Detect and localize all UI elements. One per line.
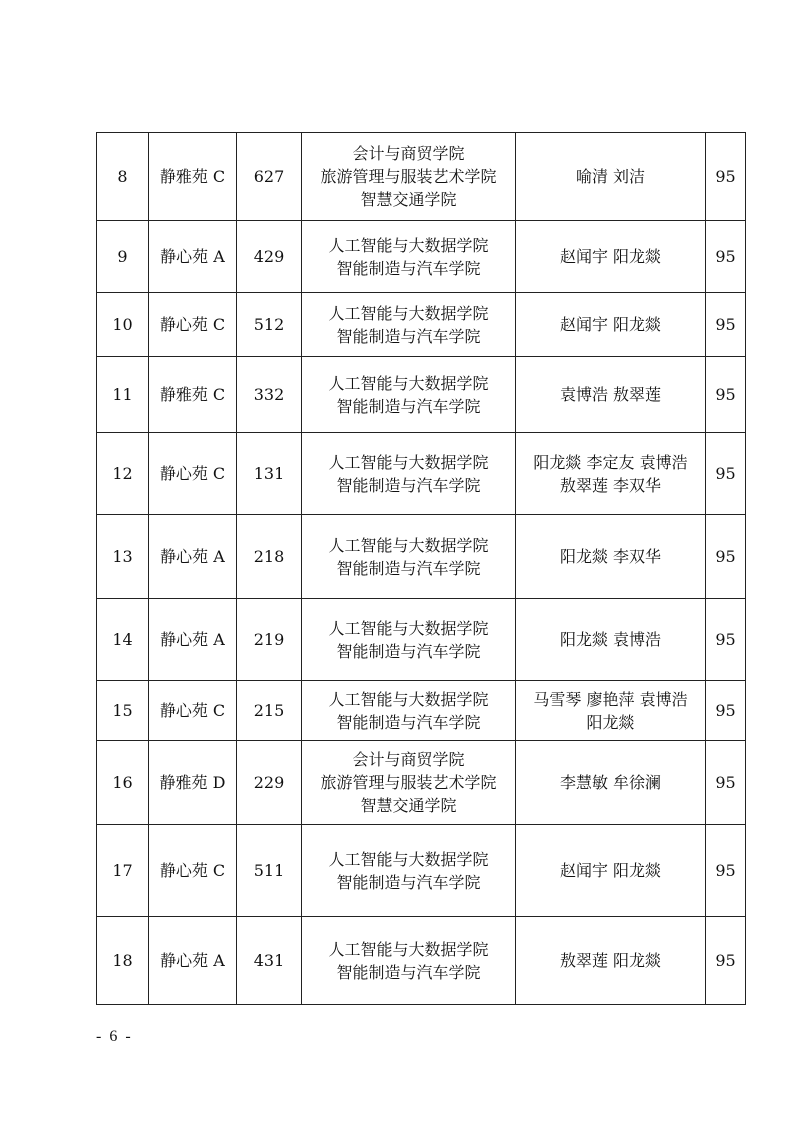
building-cell: 静心苑 A (149, 221, 237, 293)
room-number-cell: 131 (237, 433, 302, 515)
page-number: - 6 - (96, 1028, 133, 1045)
row-number-cell: 15 (97, 681, 149, 741)
staff-line: 敖翠莲 李双华 (559, 475, 662, 495)
college-line: 旅游管理与服装艺术学院 (320, 167, 497, 186)
college-line: 智能制造与汽车学院 (336, 872, 481, 892)
building-cell: 静雅苑 C (149, 357, 237, 433)
staff-line: 赵闻宇 阳龙燚 (559, 861, 662, 880)
score-cell: 95 (706, 599, 746, 681)
college-cell (302, 357, 516, 433)
table-row (97, 293, 746, 357)
staff-line: 阳龙燚 李双华 (559, 547, 662, 566)
table-row (97, 357, 746, 433)
row-number-cell: 9 (97, 221, 149, 293)
college-cell (302, 825, 516, 917)
college-line: 会计与商贸学院 (352, 144, 465, 163)
row-number-cell: 17 (97, 825, 149, 917)
room-number-cell: 219 (237, 599, 302, 681)
college-line: 旅游管理与服装艺术学院 (320, 773, 497, 792)
college-line: 人工智能与大数据学院 (328, 303, 489, 323)
staff-cell (516, 357, 706, 433)
row-number-cell: 18 (97, 917, 149, 1005)
staff-line: 李慧敏 牟徐澜 (559, 773, 662, 792)
staff-cell (516, 133, 706, 221)
score-cell: 95 (706, 221, 746, 293)
staff-line: 赵闻宇 阳龙燚 (559, 315, 662, 334)
table-row (97, 599, 746, 681)
table-row (97, 221, 746, 293)
room-number-cell: 512 (237, 293, 302, 357)
college-line: 人工智能与大数据学院 (328, 849, 489, 869)
college-cell (302, 917, 516, 1005)
staff-line: 袁博浩 敖翠莲 (559, 385, 662, 404)
building-cell: 静心苑 A (149, 515, 237, 599)
table-row (97, 515, 746, 599)
college-line: 人工智能与大数据学院 (328, 452, 489, 472)
college-line: 智能制造与汽车学院 (336, 962, 481, 982)
staff-line: 马雪琴 廖艳萍 袁博浩 (533, 689, 688, 709)
table-row (97, 681, 746, 741)
room-number-cell: 511 (237, 825, 302, 917)
staff-line: 阳龙燚 袁博浩 (559, 630, 662, 649)
score-cell: 95 (706, 293, 746, 357)
building-cell: 静心苑 C (149, 825, 237, 917)
score-cell: 95 (706, 825, 746, 917)
college-line: 会计与商贸学院 (352, 750, 465, 769)
building-cell: 静心苑 C (149, 681, 237, 741)
row-number-cell: 11 (97, 357, 149, 433)
staff-line: 敖翠莲 阳龙燚 (559, 951, 662, 970)
staff-cell (516, 917, 706, 1005)
staff-cell (516, 515, 706, 599)
table-row (97, 917, 746, 1005)
staff-cell (516, 825, 706, 917)
college-cell (302, 133, 516, 221)
college-cell (302, 599, 516, 681)
college-line: 人工智能与大数据学院 (328, 689, 489, 709)
college-line: 人工智能与大数据学院 (328, 373, 489, 393)
college-line: 智能制造与汽车学院 (336, 396, 481, 416)
row-number-cell: 12 (97, 433, 149, 515)
staff-line: 赵闻宇 阳龙燚 (559, 247, 662, 266)
college-cell (302, 293, 516, 357)
building-cell: 静心苑 C (149, 433, 237, 515)
college-cell (302, 515, 516, 599)
staff-cell (516, 221, 706, 293)
score-cell: 95 (706, 515, 746, 599)
staff-line: 喻清 刘洁 (575, 167, 646, 186)
table-body (97, 133, 746, 1005)
building-cell: 静雅苑 D (149, 741, 237, 825)
room-number-cell: 332 (237, 357, 302, 433)
row-number-cell: 14 (97, 599, 149, 681)
college-cell (302, 681, 516, 741)
room-number-cell: 429 (237, 221, 302, 293)
college-line: 智能制造与汽车学院 (336, 558, 481, 578)
building-cell: 静心苑 C (149, 293, 237, 357)
staff-cell (516, 293, 706, 357)
college-cell (302, 221, 516, 293)
row-number-cell: 10 (97, 293, 149, 357)
staff-line: 阳龙燚 (586, 712, 635, 732)
score-cell: 95 (706, 357, 746, 433)
room-number-cell: 215 (237, 681, 302, 741)
staff-cell (516, 741, 706, 825)
building-cell: 静雅苑 C (149, 133, 237, 221)
college-line: 人工智能与大数据学院 (328, 939, 489, 959)
college-cell (302, 433, 516, 515)
table-row (97, 741, 746, 825)
table-row (97, 825, 746, 917)
room-number-cell: 431 (237, 917, 302, 1005)
college-line: 智慧交通学院 (360, 796, 457, 815)
row-number-cell: 13 (97, 515, 149, 599)
building-cell: 静心苑 A (149, 917, 237, 1005)
room-number-cell: 627 (237, 133, 302, 221)
college-line: 人工智能与大数据学院 (328, 618, 489, 638)
college-line: 智能制造与汽车学院 (336, 641, 481, 661)
staff-line: 阳龙燚 李定友 袁博浩 (533, 452, 688, 472)
college-line: 人工智能与大数据学院 (328, 535, 489, 555)
staff-cell (516, 433, 706, 515)
college-cell (302, 741, 516, 825)
score-cell: 95 (706, 741, 746, 825)
table-row (97, 133, 746, 221)
college-line: 智能制造与汽车学院 (336, 258, 481, 278)
college-line: 智能制造与汽车学院 (336, 475, 481, 495)
college-line: 智慧交通学院 (360, 190, 457, 209)
college-line: 智能制造与汽车学院 (336, 712, 481, 732)
room-number-cell: 218 (237, 515, 302, 599)
building-cell: 静心苑 A (149, 599, 237, 681)
row-number-cell: 8 (97, 133, 149, 221)
row-number-cell: 16 (97, 741, 149, 825)
college-line: 人工智能与大数据学院 (328, 235, 489, 255)
dormitory-inspection-table (96, 132, 746, 1005)
room-number-cell: 229 (237, 741, 302, 825)
staff-cell (516, 599, 706, 681)
staff-cell (516, 681, 706, 741)
score-cell: 95 (706, 681, 746, 741)
score-cell: 95 (706, 433, 746, 515)
score-cell: 95 (706, 917, 746, 1005)
table-row (97, 433, 746, 515)
college-line: 智能制造与汽车学院 (336, 326, 481, 346)
score-cell: 95 (706, 133, 746, 221)
